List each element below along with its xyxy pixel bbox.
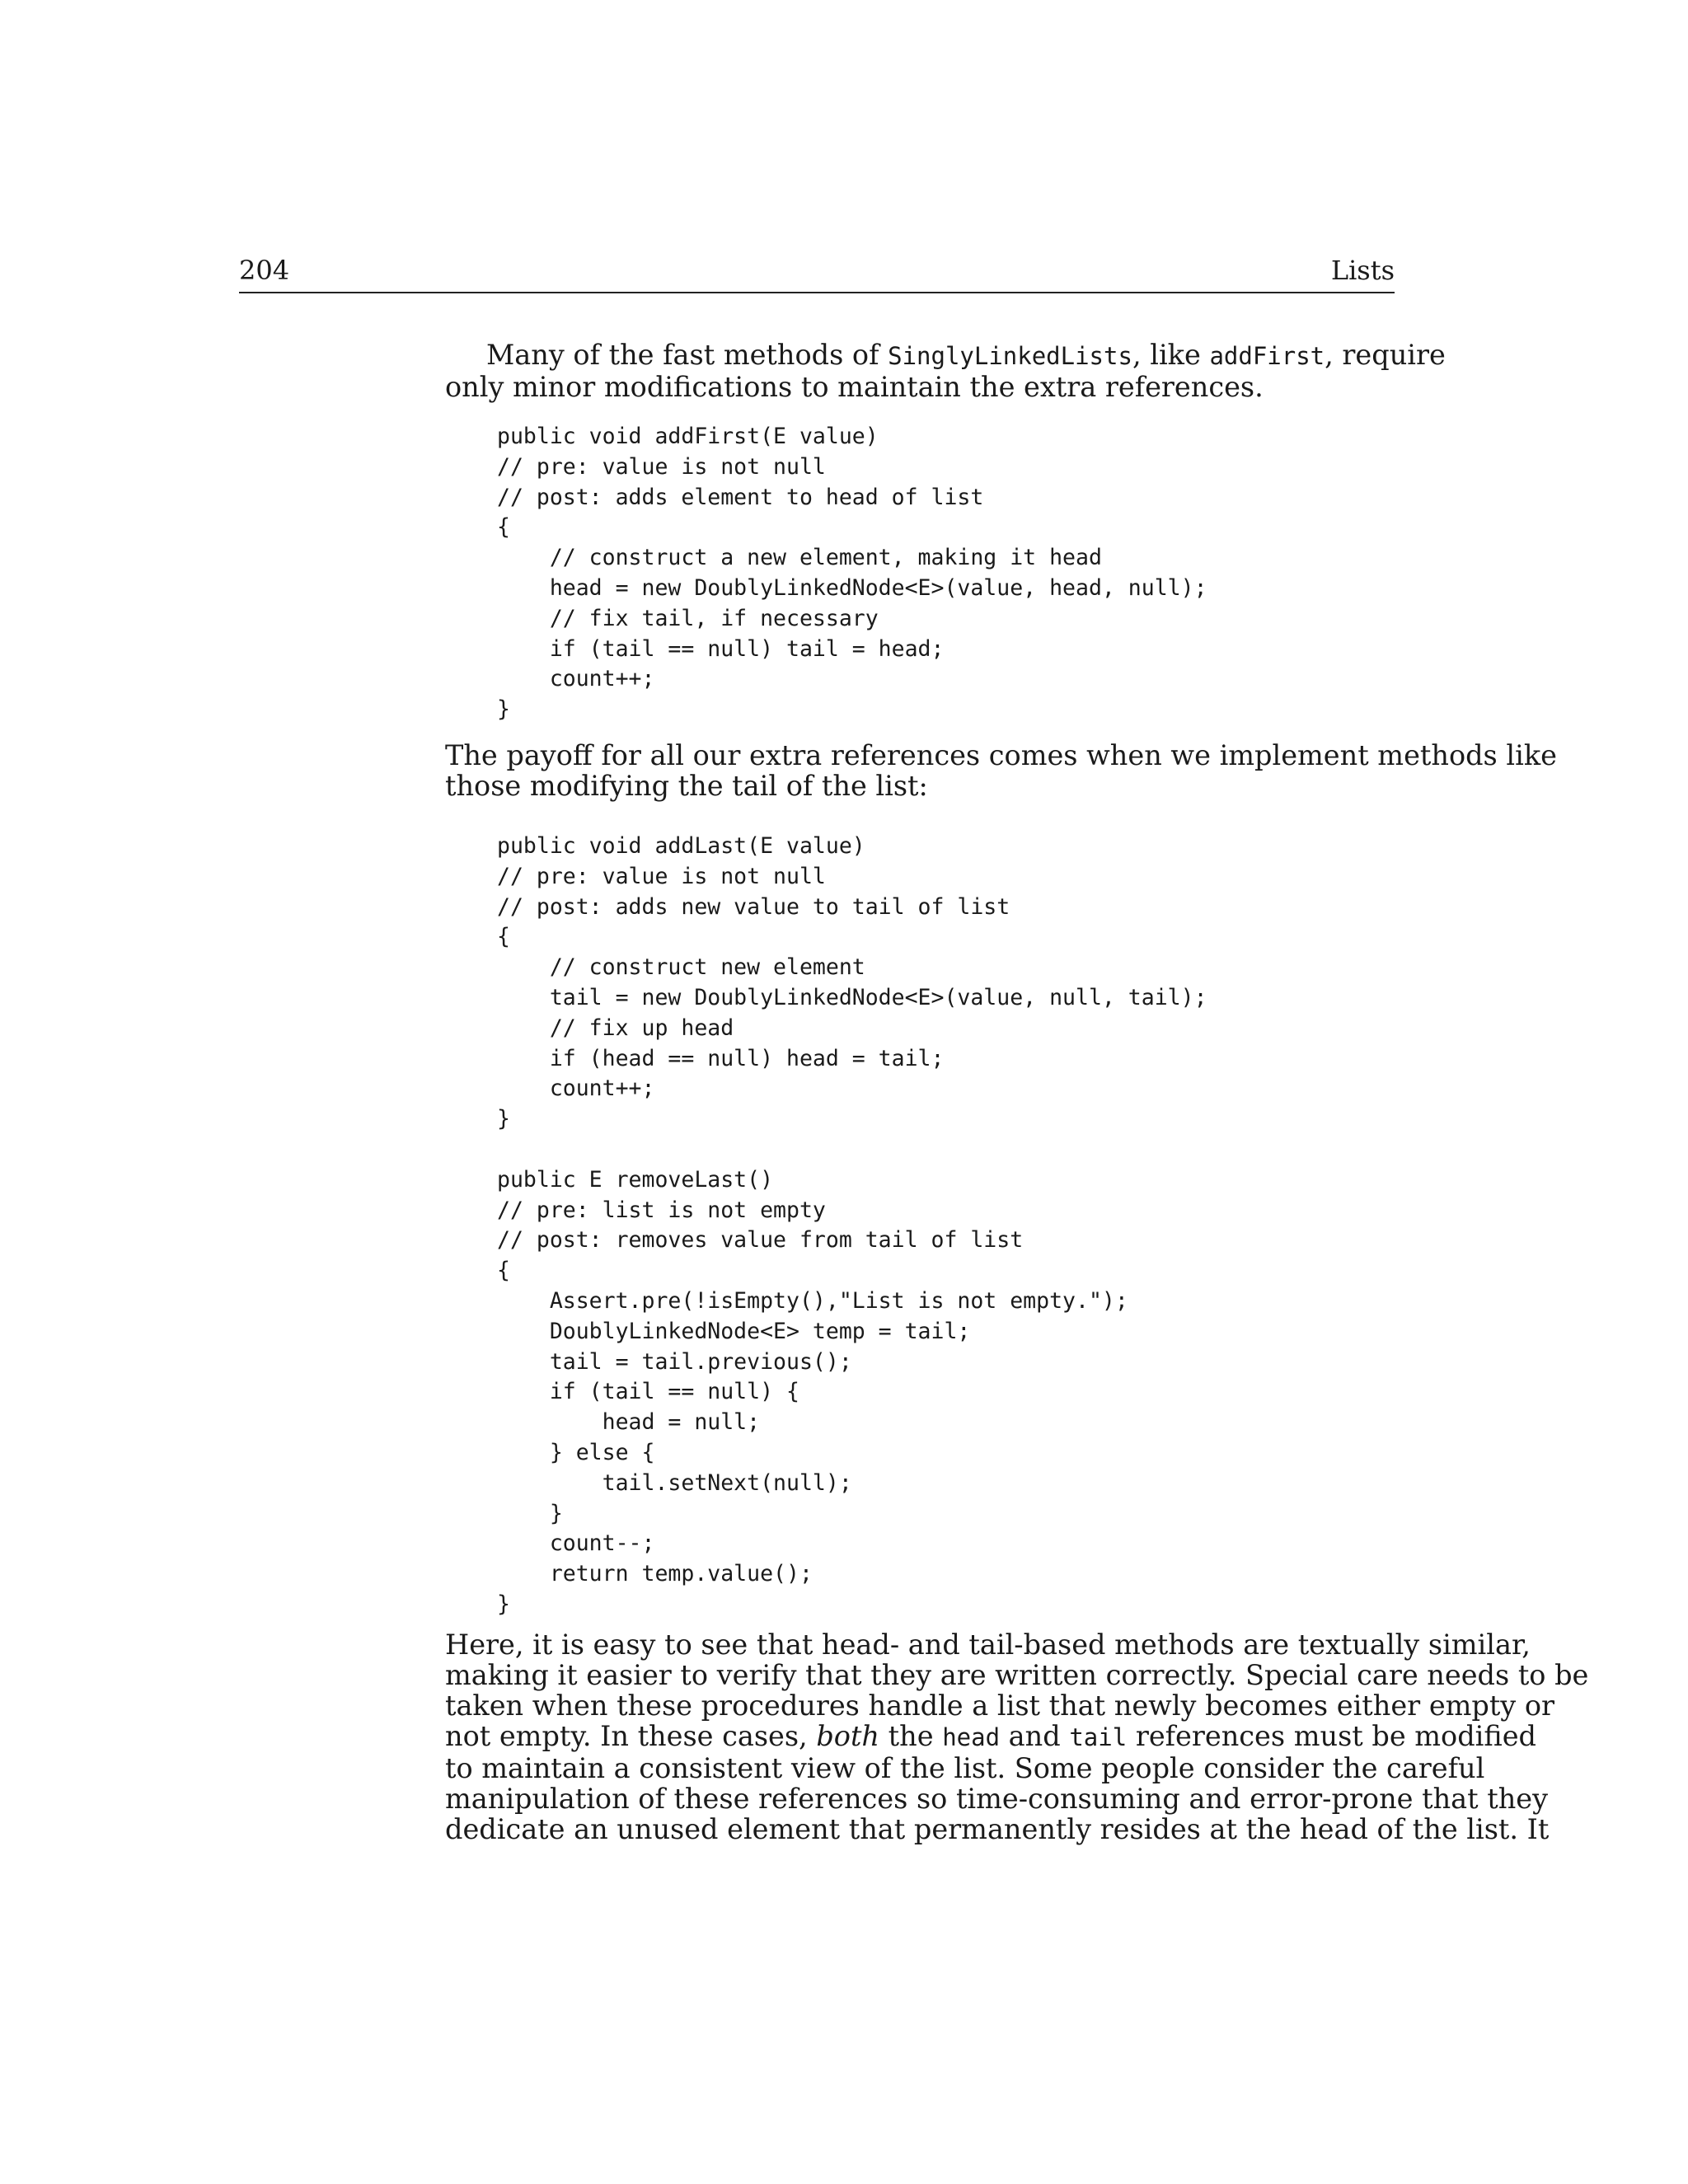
inline-code: tail xyxy=(1069,1723,1128,1751)
paragraph-line: not empty. In these cases, both the head and tail references must be modified xyxy=(445,1720,1536,1752)
paragraph-line: Here, it is easy to see that head- and tail-based methods are textually similar, xyxy=(445,1629,1531,1661)
section-title: Lists xyxy=(1330,255,1395,286)
code-block-tail-methods: public void addLast(E value) // pre: value is not null // post: adds new value to tail of list { // construct new element tail = new DoublyLinkedNode<E>(value, null, tail); // fix up head if (head == null) head = tail; count++; } public E removeLast() // pre: list is not empty // post: removes value from tail of list { Assert.pre(!isEmpty(),"List is not empty."); DoublyLinkedNode<E> temp = tail; tail = tail.previous(); if (tail == null) { head = null; } else { tail.setNext(null); } count--; return temp.value(); } xyxy=(497,833,1207,1617)
paragraph-line: The payoff for all our extra references comes when we implement methods like xyxy=(445,739,1557,771)
paragraph-line: dedicate an unused element that permanently resides at the head of the list. It xyxy=(445,1813,1550,1845)
inline-code: head xyxy=(942,1723,1001,1751)
running-head xyxy=(239,254,1395,287)
paragraph-line: taken when these procedures handle a list that newly becomes either empty or xyxy=(445,1690,1555,1722)
page-number: 204 xyxy=(239,255,290,286)
paragraph-intro xyxy=(445,339,1446,403)
paragraph-line: to maintain a consistent view of the list. Some people consider the careful xyxy=(445,1752,1485,1784)
code-block-add-first: public void addFirst(E value) // pre: value is not null // post: adds element to head of list { // construct a new element, making it head head = new DoublyLinkedNode<E>(value, head, null); // fix tail, if necessary if (tail == null) tail = head; count++; } xyxy=(497,424,1207,723)
paragraph-line: manipulation of these references so time-consuming and error-prone that they xyxy=(445,1783,1549,1815)
paragraph-line: making it easier to verify that they are written correctly. Special care needs to be xyxy=(445,1659,1589,1691)
header-rule xyxy=(239,292,1395,293)
paragraph-payoff xyxy=(445,739,1557,802)
paragraph-line: only minor modifications to maintain the extra references. xyxy=(445,371,1264,403)
paragraph-line: those modifying the tail of the list: xyxy=(445,770,928,802)
emphasis: both xyxy=(816,1720,880,1752)
paragraph-discussion xyxy=(445,1629,1589,1845)
paragraph-line: Many of the fast methods of SinglyLinkedLists, like addFirst, require xyxy=(486,339,1446,371)
inline-code: SinglyLinkedLists xyxy=(888,342,1132,370)
inline-code: addFirst xyxy=(1209,342,1325,370)
